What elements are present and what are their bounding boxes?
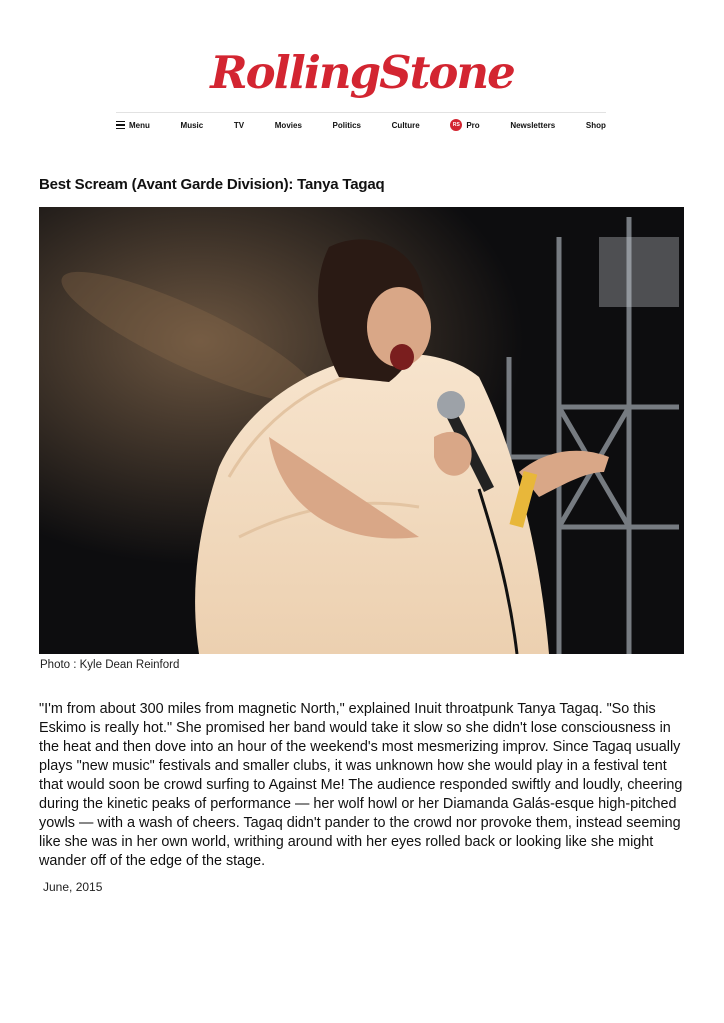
rolling-stone-logo[interactable]: RollingStone — [210, 46, 514, 99]
nav-item-movies[interactable]: Movies — [274, 120, 302, 130]
nav-item-music[interactable]: Music — [180, 120, 204, 130]
nav-item-tv[interactable]: TV — [233, 120, 245, 130]
performer-photo-illustration — [39, 207, 684, 654]
article-photo — [39, 207, 684, 654]
hamburger-icon — [116, 121, 125, 130]
nav-item-shop[interactable]: Shop — [585, 120, 606, 130]
rs-pro-icon: RS — [450, 119, 462, 131]
photo-caption: Photo : Kyle Dean Reinford — [40, 659, 180, 671]
article-body: "I'm from about 300 miles from magnetic North," explained Inuit throatpunk Tanya Tagaq. "So this Eskimo is really hot." She promised her band would take it slow so she didn't lose consciousness in the heat and then dove into an hour of the weekend's most mesmerizing improv. Since Tagaq usually plays "new music" festivals and smaller clubs, it was unknown how she would play in a festival tent that would soon be crowd surfing to Against Me! The audience responded swiftly and loudly, cheering during the kinetic peaks of performance — her wolf howl or her Diamanda Galás-esque high-pitched yowls — with a wash of cheers. Tagaq didn't pander to the crowd nor provoke them, instead seeming like she was in her own world, writhing around with her eyes rolled back or looking like she might wander off of the edge of the stage. — [39, 701, 683, 869]
nav-item-culture[interactable]: Culture — [391, 120, 420, 130]
nav-menu-button[interactable] — [116, 121, 150, 130]
article-headline: Best Scream (Avant Garde Division): Tanya Tagaq — [39, 176, 385, 193]
main-nav — [116, 112, 606, 137]
nav-pro-label: Pro — [466, 120, 480, 130]
nav-menu-label: Menu — [129, 120, 150, 130]
nav-item-newsletters[interactable]: Newsletters — [510, 120, 556, 130]
article-date: June, 2015 — [43, 880, 103, 894]
nav-item-pro[interactable] — [450, 119, 479, 131]
nav-item-politics[interactable]: Politics — [332, 120, 361, 130]
